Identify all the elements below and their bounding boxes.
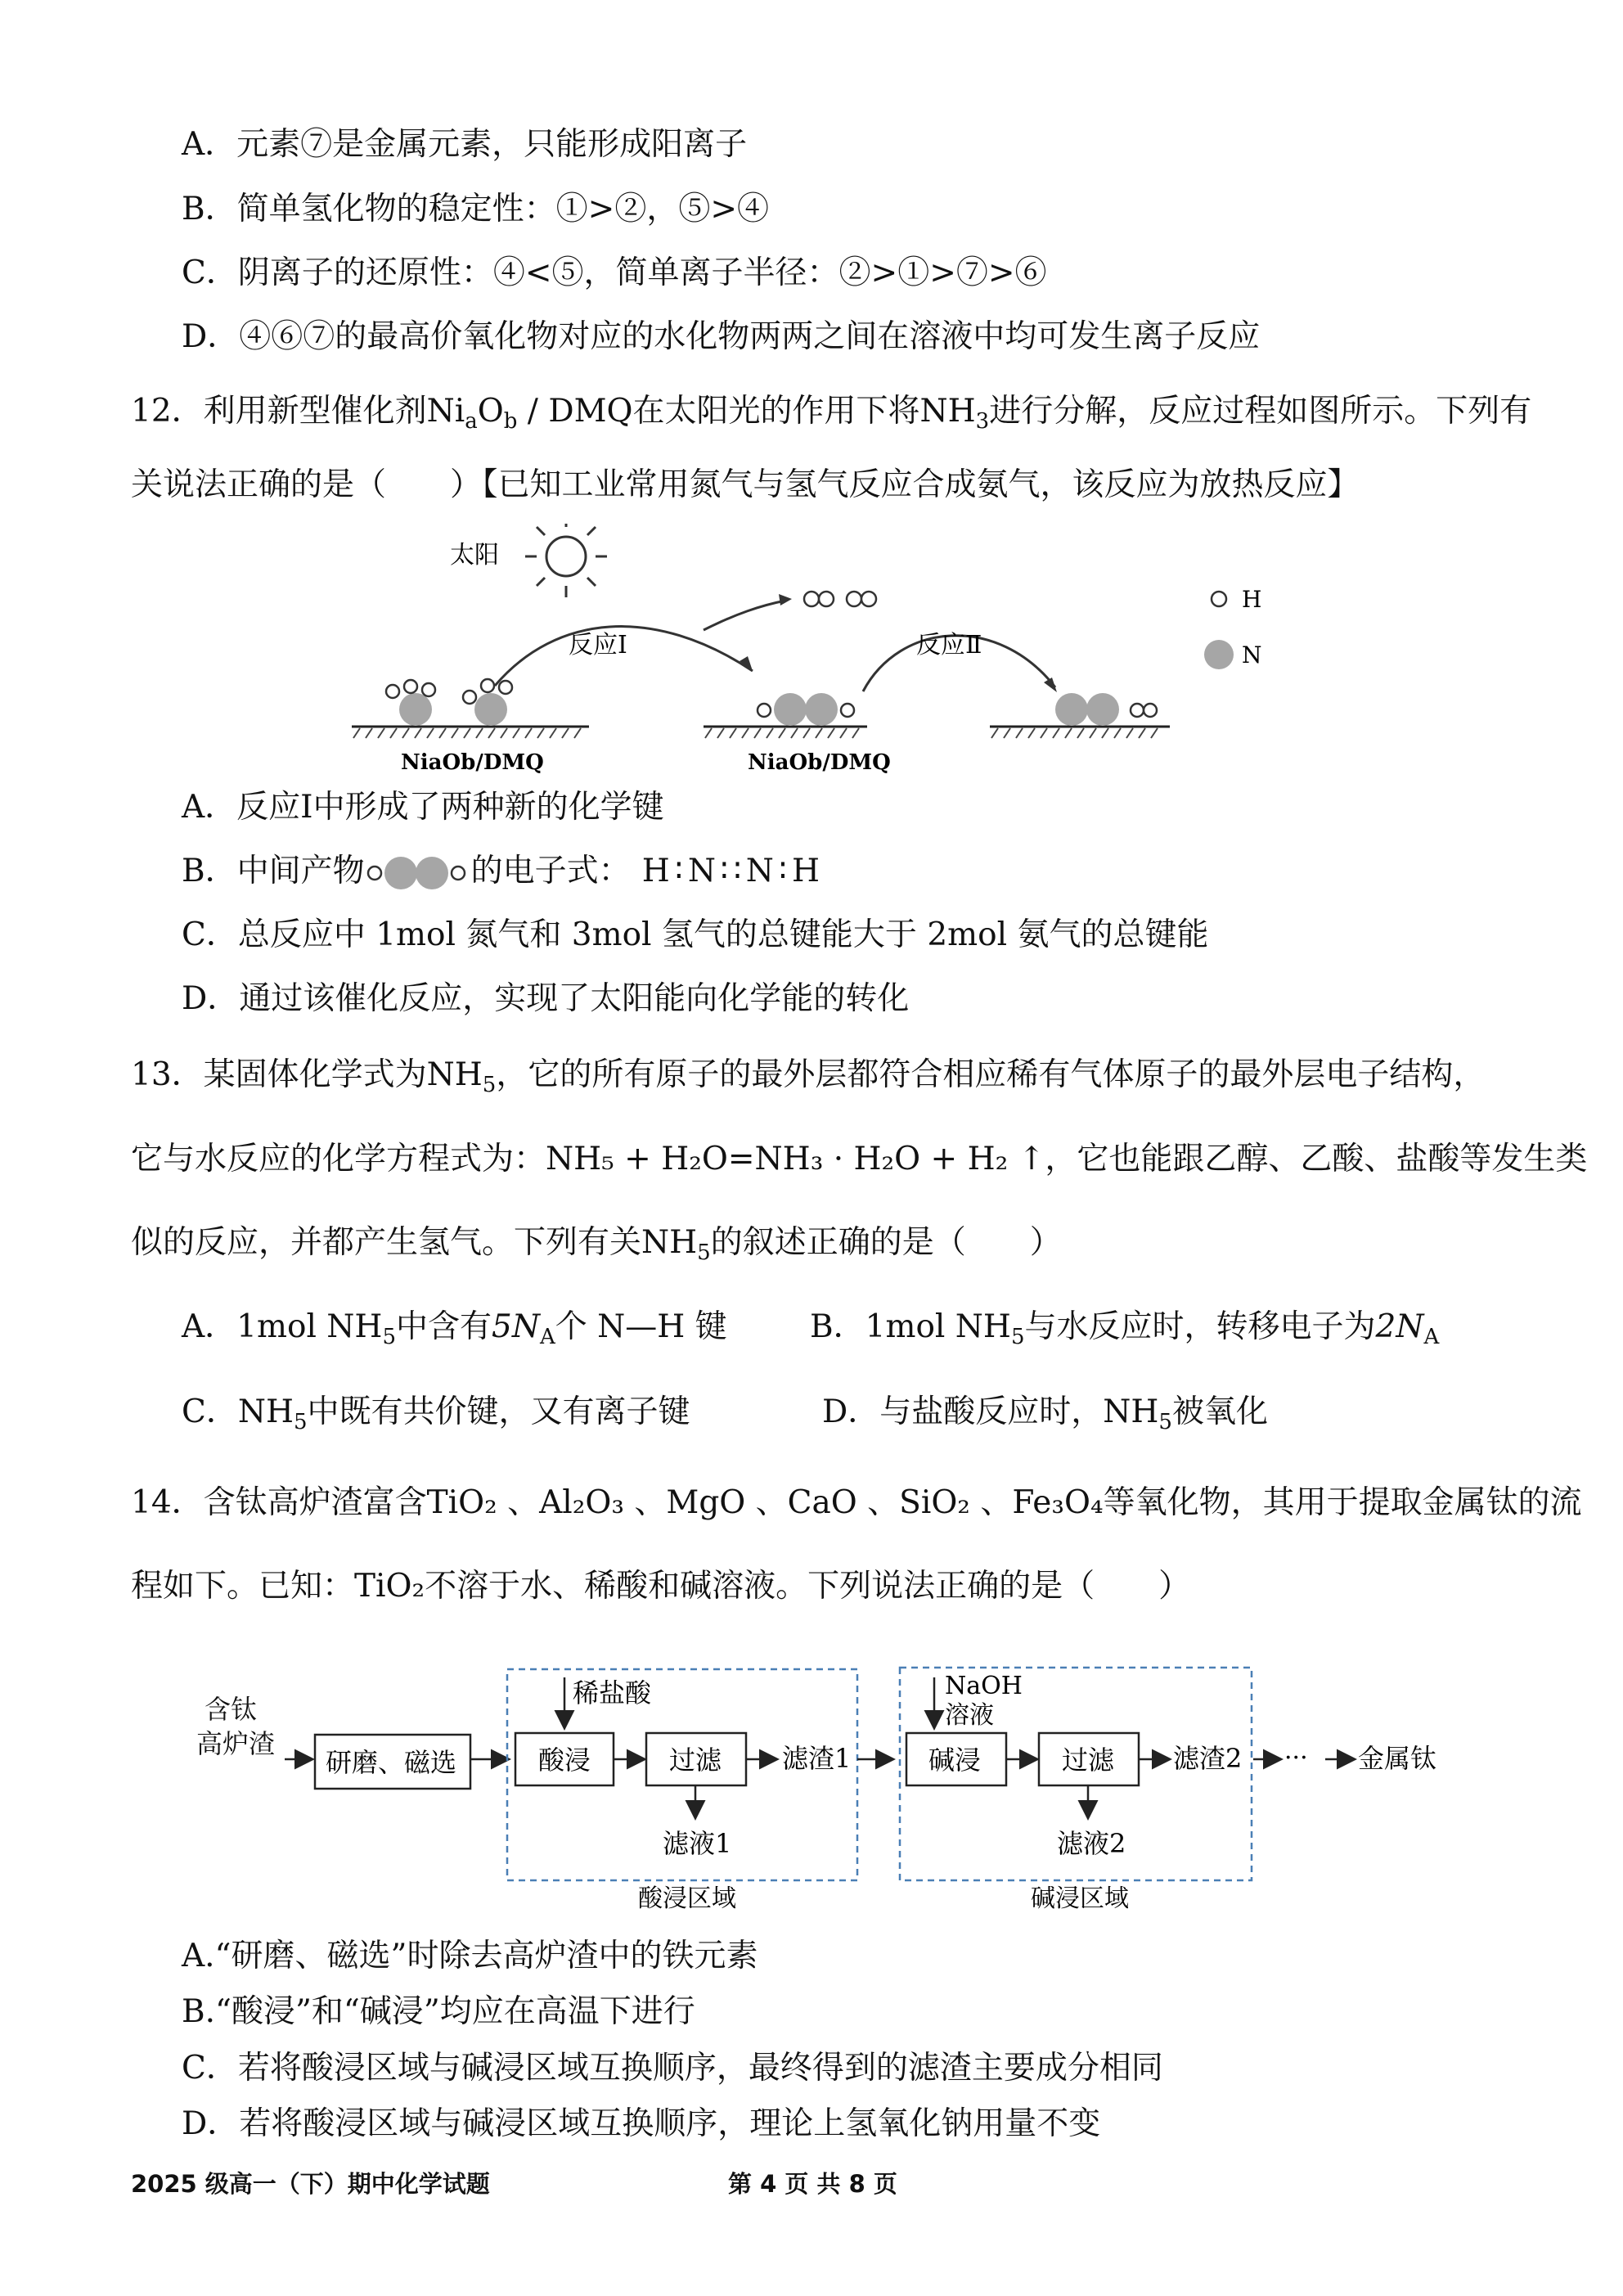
final-molecules [1055,693,1157,726]
q11-option-a: A．元素⑦是金属元素，只能形成阳离子 [182,126,748,163]
legend-n-label: N [1242,642,1262,669]
acid-leach-label: 酸浸 [538,1745,591,1776]
filtrate1-label: 滤液1 [663,1828,732,1859]
q14-stem-line2: 程如下。已知：TiO₂不溶于水、稀酸和碱溶液。下列说法正确的是（ ） [131,1568,1191,1605]
q14-option-c: C．若将酸浸区域与碱浸区域互换顺序，最终得到的滤渣主要成分相同 [182,2050,1163,2087]
footer-title: 2025 级高一（下）期中化学试题 [131,2170,490,2198]
product-label: 金属钛 [1358,1743,1437,1774]
q13-option-b: B．1mol $NH_5$与水反应时，转移电子为$2N_A$ [810,1308,1440,1349]
q13-stem-line1: 13．某固体化学式为$NH_5$，它的所有原子的最外层都符合相应稀有气体原子的最外层电子结构， [131,1056,1486,1097]
sun-icon [525,524,607,597]
grind-label: 研磨、磁选 [326,1747,457,1778]
q12-stem-line2: 关说法正确的是（ ）【已知工业常用氮气与氢气反应合成氨气，该反应为放热反应】 [131,466,1360,503]
reaction1-label: 反应Ⅰ [569,631,627,660]
nh3-molecules-start [386,679,512,726]
surface-label-1: NiaOb/DMQ [401,750,544,775]
process-flowchart [188,1645,1464,1923]
q12-option-d: D．通过该催化反应，实现了太阳能向化学能的转化 [182,980,910,1017]
q12-stem-line1: 12．利用新型催化剂$Ni_aO_b$ / DMQ在太阳光的作用下将$NH_3$进行分解，反应过程如图所示。下列有 [131,393,1532,434]
acid-reagent-label: 稀盐酸 [573,1677,652,1708]
intermediate-molecule-icon [365,855,471,891]
footer-page-number: 第 4 页 共 8 页 [728,2170,897,2198]
base-zone-label: 碱浸区域 [1031,1884,1129,1913]
base-reagent-label-1: NaOH [945,1672,1023,1700]
q13-option-c: C．$NH_5$中既有共价键，又有离子键 [182,1393,690,1434]
filter-label-2: 过滤 [1062,1745,1115,1776]
reaction-diagram [344,524,1284,786]
q13-option-d: D．与盐酸反应时，$NH_5$被氧化 [822,1393,1268,1434]
q11-option-c: C．阴离子的还原性：④<⑤，简单离子半径：②>①>⑦>⑥ [182,254,1047,291]
intermediate-molecule [758,693,854,726]
legend-h-icon [1212,592,1226,606]
q14-option-b: B.“酸浸”和“碱浸”均应在高温下进行 [182,1993,695,2030]
q14-stem-line1: 14．含钛高炉渣富含TiO₂ 、Al₂O₃ 、MgO 、CaO 、SiO₂ 、Fe₃O₄等氧化物，其用于提取金属钛的流 [131,1484,1582,1521]
q11-option-d: D．④⑥⑦的最高价氧化物对应的水化物两两之间在溶液中均可发生离子反应 [182,318,1261,355]
h2-molecules [804,592,876,606]
q12-option-c: C．总反应中 1mol 氮气和 3mol 氢气的总键能大于 2mol 氨气的总键能 [182,916,1209,953]
sun-label: 太阳 [450,541,499,569]
q11-option-b: B．简单氢化物的稳定性：①>②，⑤>④ [182,191,770,227]
product-arrow [704,601,785,630]
acid-zone-label: 酸浸区域 [638,1884,736,1913]
base-leach-label: 碱浸 [928,1745,982,1776]
filtrate2-label: 滤液2 [1057,1828,1126,1859]
legend-h-label: H [1242,586,1262,613]
ellipsis-label: ··· [1284,1744,1308,1772]
q13-stem-line3: 似的反应，并都产生氢气。下列有关$NH_5$的叙述正确的是（ ） [131,1224,1062,1265]
filter-label-1: 过滤 [669,1745,722,1776]
q12-option-a: A．反应Ⅰ中形成了两种新的化学键 [182,789,664,826]
surface-label-2: NiaOb/DMQ [748,750,891,775]
q14-option-d: D．若将酸浸区域与碱浸区域互换顺序，理论上氢氧化钠用量不变 [182,2105,1101,2142]
residue1-label: 滤渣1 [782,1743,852,1774]
q14-option-a: A.“研磨、磁选”时除去高炉渣中的铁元素 [182,1938,758,1974]
q13-option-a: A．1mol $NH_5$中含有$5N_A$个 N—H 键 [182,1308,727,1349]
q13-stem-line2: 它与水反应的化学方程式为：NH₅ + H₂O=NH₃ · H₂O + H₂ ↑，它也能跟乙醇、乙酸、盐酸等发生类 [131,1141,1588,1177]
start-label-1: 含钛 [205,1694,258,1725]
residue2-label: 滤渣2 [1173,1743,1243,1774]
legend-n-icon [1204,640,1234,669]
reaction2-label: 反应Ⅱ [916,631,982,660]
q12-option-b: B．中间产物 的电子式： H∶N∷N∶H [182,853,825,889]
base-reagent-label-2: 溶液 [945,1701,994,1730]
start-label-2: 高炉渣 [196,1728,276,1759]
